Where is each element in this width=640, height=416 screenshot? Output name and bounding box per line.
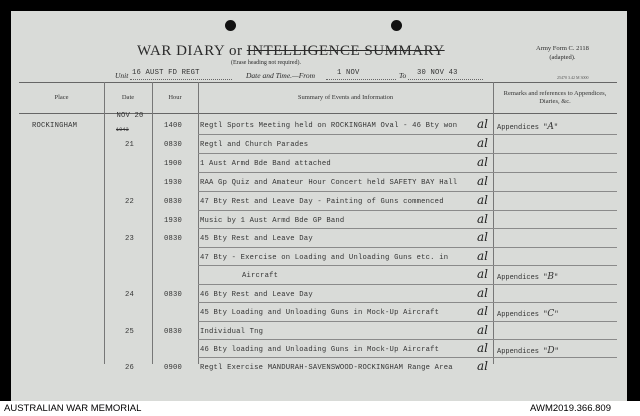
entry-hour: 0830	[164, 235, 183, 243]
appendix-quote: "	[554, 348, 559, 356]
row-rule	[198, 321, 617, 322]
column-header-summary: Summary of Events and Information	[297, 94, 394, 101]
footer-bar	[0, 401, 640, 416]
column-header-date: Date	[121, 94, 135, 101]
initials-mark: al	[477, 117, 488, 131]
initials-mark: al	[477, 230, 488, 244]
row-rule	[198, 210, 617, 211]
appendix-quote: "	[554, 274, 559, 282]
row-rule	[198, 172, 617, 173]
entry-date: 26	[125, 364, 135, 372]
initials-mark: al	[477, 155, 488, 169]
table-header-rule	[19, 113, 617, 114]
appendix-letter: C	[547, 309, 555, 319]
column-divider	[152, 82, 153, 364]
to-label: To	[399, 71, 407, 80]
entry-text: Regtl Sports Meeting held on ROCKINGHAM Oval - 46 Bty won	[200, 122, 458, 130]
initials-mark: al	[477, 249, 488, 263]
initials-mark: al	[477, 174, 488, 188]
row-rule	[198, 302, 617, 303]
appendix-reference	[497, 309, 559, 319]
entry-text: Regtl Exercise MANDURAH-SAVENSWOOD-ROCKINGHAM Range Area	[200, 364, 453, 372]
from-value: 1 NOV	[337, 69, 360, 77]
entry-hour: 1930	[164, 179, 183, 187]
entry-text: 45 Bty Loading and Unloading Guns in Mock-Up Aircraft	[200, 309, 440, 317]
row-rule	[198, 191, 617, 192]
entry-date: 22	[125, 198, 135, 206]
entry-date: 25	[125, 328, 135, 336]
appendix-letter: A	[547, 122, 554, 132]
form-number-label: Army Form C. 2118	[536, 45, 589, 52]
appendix-letter: B	[547, 272, 555, 282]
subtitle: (Erase heading not required).	[231, 60, 301, 66]
punch-hole	[391, 20, 402, 31]
entry-text: Individual Tng	[200, 328, 264, 336]
appendix-quote: "	[554, 311, 559, 319]
initials-mark: al	[477, 136, 488, 150]
initials-mark: al	[477, 193, 488, 207]
diary-page	[11, 11, 627, 401]
footer-credit: AUSTRALIAN WAR MEMORIAL	[4, 403, 142, 414]
column-header-hour: Hour	[168, 94, 182, 101]
entry-hour: 0830	[164, 328, 183, 336]
row-rule	[198, 357, 617, 358]
printer-note: 25470 3.42 M 3000	[557, 75, 589, 80]
initials-mark: al	[477, 212, 488, 226]
initials-mark: al	[477, 341, 488, 355]
initials-mark: al	[477, 359, 488, 373]
entry-hour: 0830	[164, 291, 183, 299]
entry-text: Aircraft	[242, 272, 279, 280]
entry-text: Music by 1 Aust Armd Bde GP Band	[200, 217, 345, 225]
entry-date: 24	[125, 291, 135, 299]
column-header-remarks: Remarks and references to Appendices, Diaries, &c.	[503, 90, 607, 105]
form-adapted-label: (adapted).	[549, 54, 576, 61]
appendix-reference	[497, 346, 559, 356]
footer-reference: AWM2019.366.809	[530, 403, 611, 414]
entry-hour: 0830	[164, 198, 183, 206]
appendix-reference	[497, 122, 558, 132]
entry-date: 23	[125, 235, 135, 243]
unit-label: Unit	[115, 71, 129, 80]
entry-hour: 0830	[164, 141, 183, 149]
appendix-label: Appendices "	[497, 124, 548, 132]
row-rule	[198, 284, 617, 285]
punch-hole	[225, 20, 236, 31]
entry-hour: 1400	[164, 122, 183, 130]
row-rule	[198, 228, 617, 229]
table-top-rule	[19, 82, 617, 83]
initials-mark: al	[477, 267, 488, 281]
entry-date: NOV 20	[116, 112, 144, 120]
appendix-reference	[497, 272, 558, 282]
appendix-quote: "	[553, 124, 559, 132]
appendix-label: Appendices "	[497, 348, 548, 356]
entry-text: 46 Bty loading and Unloading Guns in Mock-Up Aircraft	[200, 346, 440, 354]
title-struck: INTELLIGENCE SUMMARY	[246, 43, 445, 59]
row-rule	[198, 339, 617, 340]
entry-text: 47 Bty - Exercise on Loading and Unloading Guns etc. in	[200, 254, 449, 262]
entry-text: Regtl and Church Parades	[200, 141, 309, 149]
row-rule	[198, 134, 617, 135]
entry-text: 1 Aust Armd Bde Band attached	[200, 160, 331, 168]
entry-text: RAA Gp Quiz and Amateur Hour Concert held SAFETY BAY Hall	[200, 179, 458, 187]
initials-mark: al	[477, 304, 488, 318]
entry-hour: 0900	[164, 364, 183, 372]
page-title	[137, 43, 445, 60]
entry-date: 21	[125, 141, 135, 149]
initials-mark: al	[477, 323, 488, 337]
row-rule	[198, 247, 617, 248]
entry-hour: 1900	[164, 160, 183, 168]
column-header-place: Place	[54, 94, 69, 101]
unit-value: 16 AUST FD REGT	[132, 69, 200, 77]
entry-text: 45 Bty Rest and Leave Day	[200, 235, 313, 243]
entry-text: 46 Bty Rest and Leave Day	[200, 291, 313, 299]
entry-hour: 1930	[164, 217, 183, 225]
entry-place: ROCKINGHAM	[32, 122, 78, 130]
title-prefix: WAR DIARY or	[137, 43, 243, 59]
row-rule	[198, 153, 617, 154]
to-value: 30 NOV 43	[417, 69, 458, 77]
entry-date-struck: 1943	[116, 127, 129, 133]
row-rule	[198, 265, 617, 266]
entry-text: 47 Bty Rest and Leave Day - Painting of Guns commenced	[200, 198, 444, 206]
appendix-label: Appendices "	[497, 274, 548, 282]
column-divider	[104, 82, 105, 364]
initials-mark: al	[477, 286, 488, 300]
date-time-label: Date and Time.—From	[246, 71, 316, 80]
appendix-letter: D	[547, 346, 555, 356]
appendix-label: Appendices "	[497, 311, 548, 319]
form-number	[536, 44, 589, 62]
